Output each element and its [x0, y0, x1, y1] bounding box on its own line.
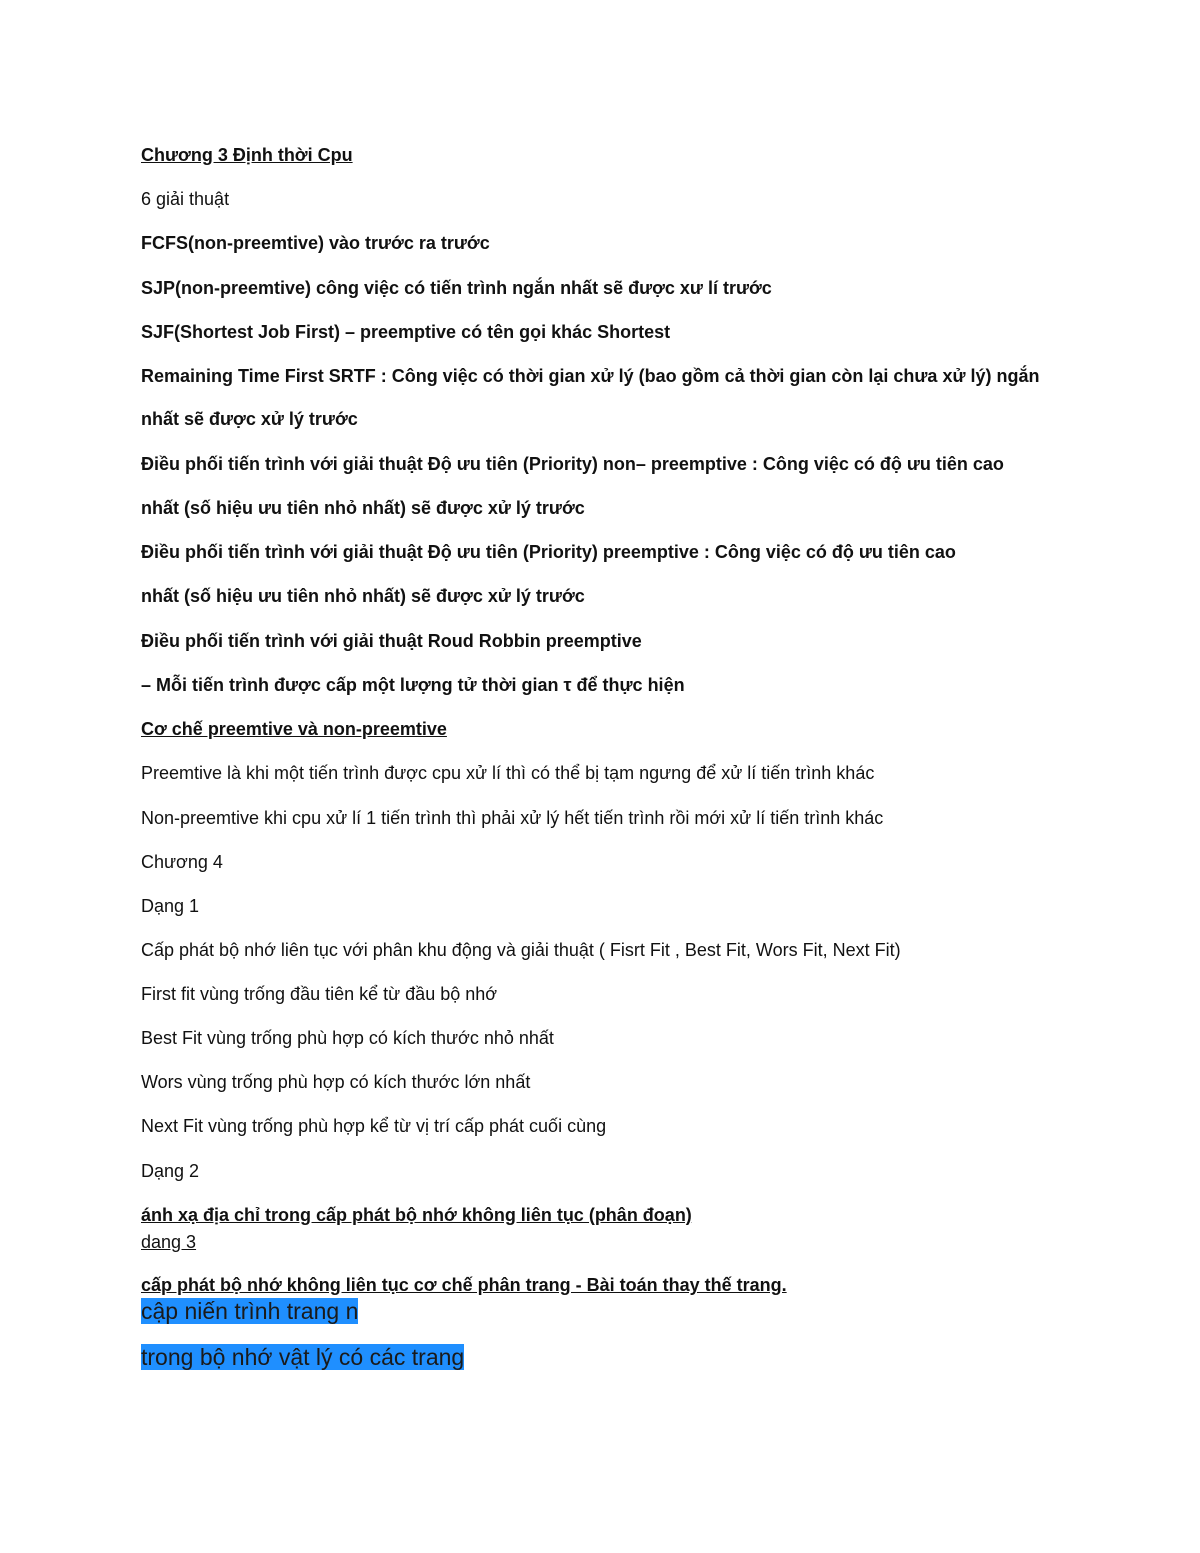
text-line: nhất (số hiệu ưu tiên nhỏ nhất) sẽ được xử lý trước — [141, 498, 585, 518]
text-line: SJP(non-preemtive) công việc có tiến trình ngắn nhất sẽ được xư lí trước — [141, 278, 772, 298]
text-line: dang 3 — [141, 1232, 197, 1252]
text-line: Wors vùng trống phù hợp có kích thước lớn nhất — [141, 1072, 531, 1092]
segmentation-heading: ánh xạ địa chỉ trong cấp phát bộ nhớ không liên tục (phân đoạn) — [141, 1205, 692, 1225]
text-line: Cấp phát bộ nhớ liên tục với phân khu động và giải thuật ( Fisrt Fit , Best Fit, Wors Fit, Next Fit) — [141, 940, 901, 960]
chapter-3-heading: Chương 3 Định thời Cpu — [141, 145, 353, 165]
text-line: FCFS(non-preemtive) vào trước ra trước — [141, 233, 490, 253]
highlight-span: cập niến trình trang n — [141, 1298, 359, 1324]
text-line: nhất sẽ được xử lý trước — [141, 409, 358, 429]
text-line: Preemtive là khi một tiến trình được cpu xử lí thì có thể bị tạm ngưng để xử lí tiến trình khác — [141, 763, 875, 783]
highlighted-text — [141, 1343, 464, 1371]
text-line: Next Fit vùng trống phù hợp kể từ vị trí cấp phát cuối cùng — [141, 1116, 607, 1136]
paging-heading: cấp phát bộ nhớ không liên tục cơ chế phân trang - Bài toán thay thế trang. — [141, 1275, 787, 1295]
highlighted-text — [141, 1297, 358, 1325]
text-line: – Mỗi tiến trình được cấp một lượng tử thời gian τ để thực hiện — [141, 675, 685, 695]
text-line: First fit vùng trống đầu tiên kể từ đầu bộ nhớ — [141, 984, 498, 1004]
text-line: Non-preemtive khi cpu xử lí 1 tiến trình thì phải xử lý hết tiến trình rồi mới xử lí tiến trình khác — [141, 808, 884, 828]
text-line: nhất (số hiệu ưu tiên nhỏ nhất) sẽ được xử lý trước — [141, 586, 585, 606]
text-line: Dạng 2 — [141, 1161, 200, 1181]
text-line: 6 giải thuật — [141, 189, 230, 209]
text-line: Best Fit vùng trống phù hợp có kích thước nhỏ nhất — [141, 1028, 554, 1048]
text-line: Điều phối tiến trình với giải thuật Độ ưu tiên (Priority) preemptive : Công việc có độ ưu tiên cao — [141, 542, 956, 562]
chapter-4-heading: Chương 4 — [141, 852, 223, 872]
text-line: Điều phối tiến trình với giải thuật Roud Robbin preemptive — [141, 631, 642, 651]
text-line: Remaining Time First SRTF : Công việc có thời gian xử lý (bao gồm cả thời gian còn lại chưa xử lý) ngắn — [141, 366, 1040, 386]
highlight-span: trong bộ nhớ vật lý có các trang — [141, 1344, 465, 1370]
text-line: Dạng 1 — [141, 896, 200, 916]
text-line: SJF(Shortest Job First) – preemptive có tên gọi khác Shortest — [141, 322, 671, 342]
text-line: Điều phối tiến trình với giải thuật Độ ưu tiên (Priority) non– preemptive : Công việc có độ ưu tiên cao — [141, 454, 1004, 474]
preemptive-heading: Cơ chế preemtive và non-preemtive — [141, 719, 447, 739]
